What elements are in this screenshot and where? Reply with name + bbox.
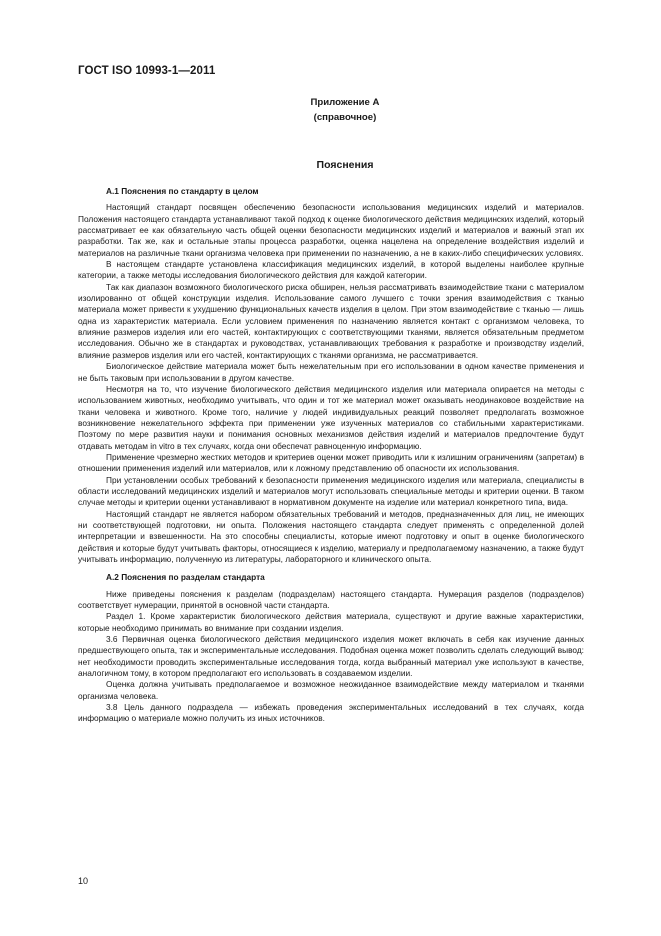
page-title: Пояснения bbox=[316, 159, 374, 171]
paragraph: Применение чрезмерно жестких методов и критериев оценки может приводить или к излишним ограничениям (запретам) в отношении применения изделий или материалов, или к ложному представлению об опасности их использования. bbox=[78, 451, 584, 474]
appendix-note: (справочное) bbox=[313, 112, 377, 123]
paragraph: Раздел 1. Кроме характеристик биологического действия материала, существуют и другие важные характеристики, которые необходимо принимать во внимание при создании изделия. bbox=[78, 611, 584, 633]
paragraph: В настоящем стандарте установлена классификация медицинских изделий, в которой выделены наиболее крупные категории, а также методы исследования биологического действия для каждой категории. bbox=[78, 259, 584, 281]
appendix-title: Приложение А bbox=[310, 97, 380, 108]
paragraph: При установлении особых требований к безопасности применения медицинского изделия или материала, специалисты в области исследований медицинских изделий и материалов могут использовать специальные методы и критерии оценки. В таком случае методы и критерии оценки устанавливают в нормативном документе на изделие или материал конкретного типа, вида. bbox=[78, 474, 584, 508]
paragraph: Оценка должна учитывать предполагаемое и возможное неожиданное взаимодействие между материалом и тканями организма человека. bbox=[78, 679, 584, 701]
paragraph: 3.8 Цель данного подраздела — избежать проведения экспериментальных исследований в тех случаях, когда информацию о материале можно получить из иных источников. bbox=[78, 702, 584, 724]
paragraph: Настоящий стандарт посвящен обеспечению безопасности использования медицинских изделий и материалов. Положения настоящего стандарта устанавливают такой подход к оценке биологического действия медицинских изделий, который рассматривает ее как обязательную часть общей оценки безопасности медицинских изделий и материалов и важный этап их разработки. Так же, как и остальные этапы процесса разработки, оценка нацелена на определение воздействия изделий и материалов на различные ткани организма человека при применении по назначению, а не в каких-либо специфических условиях. bbox=[78, 202, 584, 258]
section-heading-a2: А.2 Пояснения по разделам стандарта bbox=[106, 572, 265, 583]
page-number: 10 bbox=[78, 876, 89, 886]
paragraph: Так как диапазон возможного биологического риска обширен, нельзя рассматривать взаимодействие ткани с материалом изолированно от общей конструкции изделия. Использование самого лучшего с точки зрения взаимодействия с тканью материала может привести к ухудшению функциональных качеств изделия в целом. При этом взаимодействие с тканью — лишь одна из характеристик материала. Если условием применения по назначению является контакт с организмом человека, то влияние размеров изделия или его частей, контактирующих с соответствующими тканями, является обязательным предметом исследования. Обычно же в стандартах и руководствах, устанавливающих требования к разработке и производству изделий, влияние размеров изделия или его частей, контактирующих с тканями организма, не рассматривается. bbox=[78, 281, 584, 360]
document-body bbox=[78, 183, 584, 725]
paragraph: Несмотря на то, что изучение биологического действия медицинского изделия или материала опирается на методы с использованием животных, необходимо учитывать, что один и тот же материал может оказывать неодинаковое воздействие на ткани человека и животного. Кроме того, наличие у людей индивидуальных реакций позволяет предполагать возможное возникновение нежелательного эффекта при применении уже изученных материалов со стабильными характеристиками. Поэтому по мере развития науки и понимания основных механизмов действия изделий и материалов предпочтение будут отдавать методам in vitro в тех случаях, когда они обеспечат равноценную информацию. bbox=[78, 383, 584, 451]
section-heading-a1: А.1 Пояснения по стандарту в целом bbox=[106, 186, 259, 196]
paragraph: Ниже приведены пояснения к разделам (подразделам) настоящего стандарта. Нумерация разделов (подразделов) соответствует нумерации, принятой в основной части стандарта. bbox=[78, 588, 584, 611]
paragraph: 3.6 Первичная оценка биологического действия медицинского изделия может включать в себя как изучение данных предшествующего опыта, так и экспериментальные исследования. Подобная оценка может позволить сделать следующий вывод: нет необходимости проводить экспериментальные исследования тогда, когда выбранный материал уже используют в качестве, аналогичном тому, в котором предполагают его использовать в создаваемом изделии. bbox=[78, 634, 584, 679]
paragraph: Настоящий стандарт не является набором обязательных требований и методов, предназначенных для лиц, не имеющих ни соответствующей подготовки, ни опыта. Положения настоящего стандарта следует применять с определенной долей интерпретации и взвешенности. На это способны специалисты, которые имеют подготовку и опыт в оценке биологического действия и которые будут учитывать факторы, относящиеся к изделию, материалу и предполагаемому назначению, а также будут учитывать информацию, полученную из литературы, лабораторного и клинического опыта. bbox=[78, 508, 584, 564]
paragraph: Биологическое действие материала может быть нежелательным при его использовании в одном качестве применения и не быть таковым при использовании в другом качестве. bbox=[78, 361, 584, 383]
standard-designation: ГОСТ ISO 10993-1—2011 bbox=[78, 65, 216, 77]
